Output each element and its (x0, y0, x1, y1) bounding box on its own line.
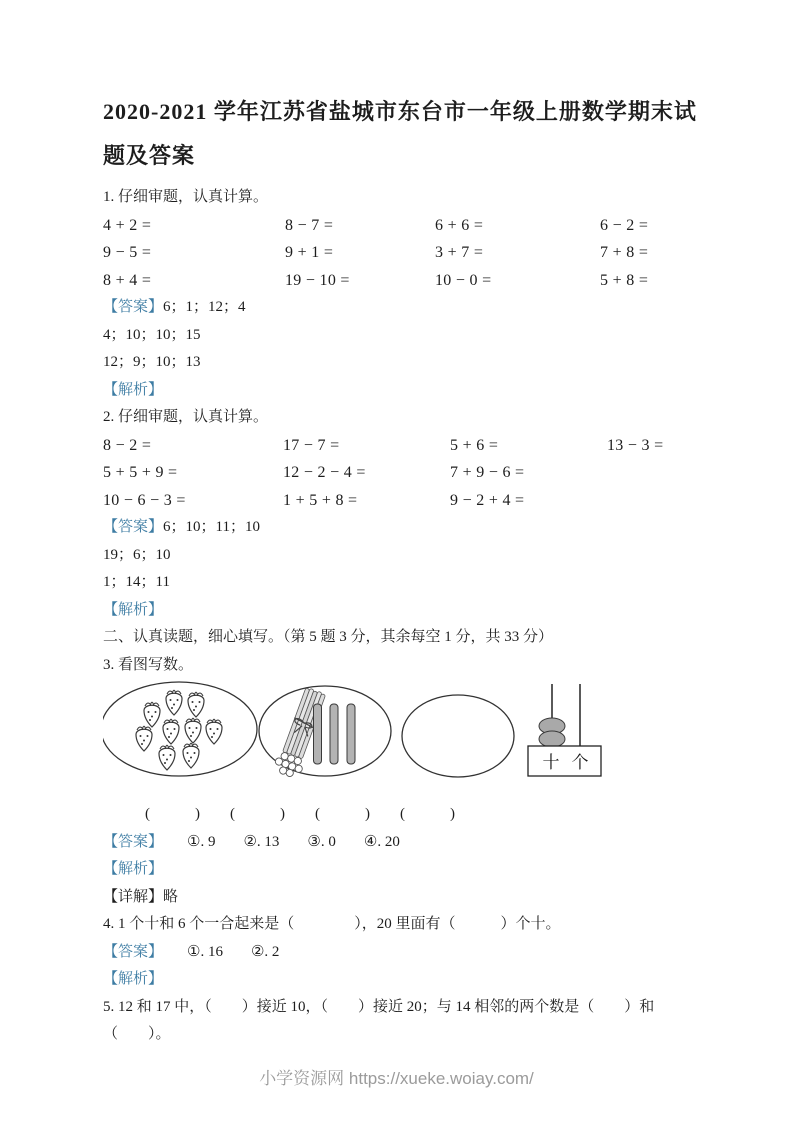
stick-icon (314, 704, 322, 764)
equation: 8 + 4 = (103, 271, 152, 289)
answer-item: ②. 2 (250, 943, 280, 960)
detail-label: 【详解】 (103, 888, 164, 905)
equation: 17 − 7 = (283, 436, 340, 454)
analysis-label: 【解析】 (103, 861, 164, 877)
abacus-tens-label: 十 (542, 753, 560, 772)
section-2-header: 二、认真读题，细心填写。（第 5 题 3 分，其余每空 1 分，共 33 分） (103, 629, 554, 645)
equation: 3 + 7 = (435, 244, 484, 261)
question-1-equations (103, 212, 701, 295)
question-2-equations (103, 432, 701, 515)
equation: 5 + 5 + 9 = (103, 464, 178, 481)
question-3-figures (103, 679, 703, 779)
strawberry-icon (163, 719, 179, 744)
answer-blank: ( ) (400, 806, 455, 822)
analysis-label: 【解析】 (103, 381, 164, 398)
equation: 12 − 2 − 4 = (283, 464, 366, 481)
strawberry-icon (188, 692, 204, 717)
answer-values: 4；10；10；15 (103, 326, 201, 343)
abacus-bead (539, 731, 565, 747)
answer-values: 19；6；10 (103, 546, 171, 563)
equation: 10 − 0 = (435, 271, 492, 289)
answer-item: ②. 13 (243, 833, 280, 850)
stick-icon (330, 704, 338, 764)
footer-watermark: 小学资源网 https://xueke.woiay.com/ (259, 1069, 534, 1088)
equation: 8 − 7 = (285, 216, 334, 234)
equation: 6 + 6 = (435, 216, 484, 234)
equation (607, 487, 701, 515)
equation (607, 459, 701, 487)
sticks-figure (259, 686, 391, 779)
page-title: 2020-2021 学年江苏省盐城市东台市一年级上册数学期末试题及答案 (103, 99, 697, 168)
equation: 6 − 2 = (600, 216, 649, 234)
equation: 4 + 2 = (103, 216, 152, 234)
answer-label: 【答案】 (103, 833, 164, 850)
equation: 5 + 6 = (450, 436, 499, 454)
equation: 7 + 9 − 6 = (450, 464, 525, 481)
detail-line (103, 884, 701, 912)
answer-item: ④. 20 (363, 833, 400, 850)
equation: 7 + 8 = (600, 244, 649, 261)
answer-blank: ( ) (145, 806, 200, 822)
equation: 13 − 3 = (607, 436, 664, 454)
answer-values: 1；14；11 (103, 574, 170, 590)
detail-value: 略 (163, 888, 179, 905)
strawberry-icon (206, 719, 222, 744)
equation: 9 + 1 = (285, 244, 334, 261)
strawberry-icon (183, 743, 199, 768)
question-2-header: 2. 仔细审题，认真计算。 (103, 409, 269, 425)
empty-set-figure (402, 695, 514, 777)
answer-item: ③. 0 (307, 833, 336, 850)
answer-label: 【答案】 (103, 943, 164, 960)
answer-items (187, 939, 279, 967)
analysis-label: 【解析】 (103, 971, 164, 987)
answer-label: 【答案】 (103, 519, 164, 535)
equation: 9 − 2 + 4 = (450, 491, 525, 509)
answer-item: ①. 16 (187, 943, 223, 960)
answer-items (187, 829, 400, 857)
equation: 19 − 10 = (285, 271, 350, 289)
abacus-figure (528, 684, 601, 776)
equation: 9 − 5 = (103, 244, 152, 261)
analysis-label: 【解析】 (103, 601, 164, 618)
question-5-text: 5. 12 和 17 中，（ ）接近 10，（ ）接近 20；与 14 相邻的两个数是（ ）和（ ）。 (103, 998, 655, 1042)
abacus-ones-label: 个 (571, 753, 589, 772)
stick-icon (347, 704, 355, 764)
answer-blank: ( ) (230, 806, 285, 822)
strawberries-figure (103, 682, 257, 776)
strawberry-icon (136, 726, 152, 751)
answer-blank: ( ) (315, 806, 370, 822)
question-4-answer-line (103, 939, 701, 967)
equation: 1 + 5 + 8 = (283, 491, 358, 509)
abacus-base (528, 746, 601, 776)
answer-values: 6；10；11；10 (163, 519, 260, 535)
strawberry-icon (166, 690, 182, 715)
answer-values: 6；1；12；4 (163, 299, 246, 315)
question-3-header: 3. 看图写数。 (103, 656, 194, 673)
strawberry-icon (144, 702, 160, 727)
answer-values: 12；9；10；13 (103, 354, 201, 370)
answer-label: 【答案】 (103, 299, 164, 315)
question-1-header: 1. 仔细审题，认真计算。 (103, 189, 269, 205)
equation: 5 + 8 = (600, 271, 649, 289)
question-3-answer-line (103, 829, 701, 857)
strawberry-icon (185, 718, 201, 743)
question-2-answer-line (103, 514, 701, 542)
question-3-blanks (145, 801, 701, 829)
strawberry-icon (159, 745, 175, 770)
equation: 8 − 2 = (103, 436, 152, 454)
question-1-answer-line (103, 294, 701, 322)
question-4-text: 4. 1 个十和 6 个一合起来是（ ），20 里面有（ ）个十。 (103, 916, 561, 932)
answer-item: ①. 9 (187, 833, 216, 850)
equation: 10 − 6 − 3 = (103, 491, 186, 509)
